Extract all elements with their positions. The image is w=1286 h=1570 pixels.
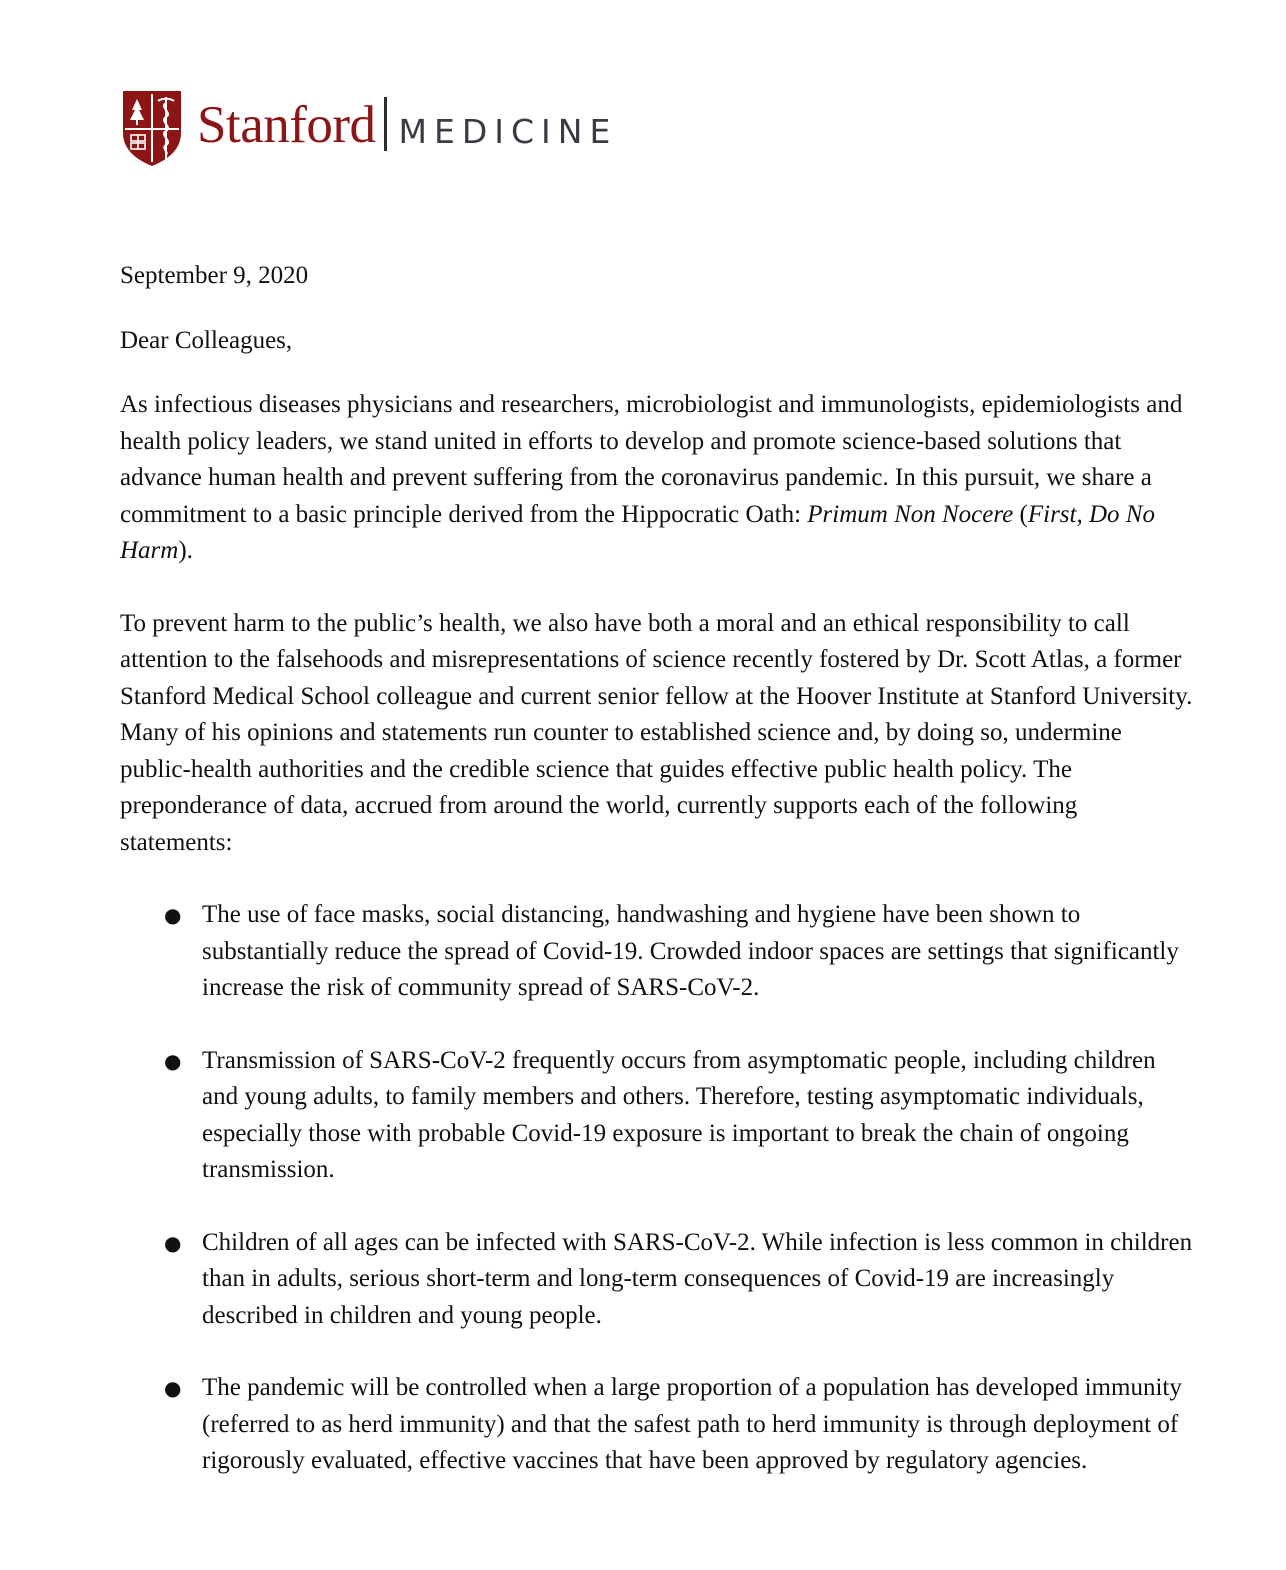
statement-text: Transmission of SARS-CoV-2 frequently occurs from asymptomatic people, including children and young adults, to family members and others. Therefore, testing asymptomatic individuals, especially those with probable Covid-19 exposure is important to break the chain of ongoing transmission. (202, 1046, 1156, 1183)
statement-text: The pandemic will be controlled when a large proportion of a population has developed immunity (referred to as herd immunity) and that the safest path to herd immunity is through deployment of rigorously evaluated, effective vaccines that have been approved by regulatory agencies. (202, 1374, 1182, 1474)
bullet: ● (164, 1048, 182, 1073)
list-item (120, 1370, 1195, 1480)
bullet: ● (164, 1376, 182, 1400)
list-item (120, 1043, 1195, 1189)
paragraph-intro-text: As infectious diseases physicians and researchers, microbiologist and immunologists, epidemiologists and health policy leaders, we stand united in efforts to develop and promote science-based solutions that advance human health and prevent suffering from the coronavirus pandemic. In this pursuit, we share a commitment to a basic principle derived from the Hippocratic Oath: (120, 391, 1183, 528)
english-phrase: First, Do No Harm (120, 500, 1155, 564)
letter-body (120, 258, 1195, 1516)
salutation: Dear Colleagues, (120, 326, 293, 354)
statement-text: Children of all ages can be infected with SARS-CoV-2. While infection is less common in children than in adults, serious short-term and long-term consequences of Covid-19 are increasingly described in children and young people. (202, 1228, 1193, 1329)
brand-divider (384, 97, 387, 151)
latin-phrase: Primum Non Nocere (807, 500, 1014, 528)
paragraph-responsibility: To prevent harm to the public’s health, we also have both a moral and an ethical responsibility to call attention to the falsehoods and misrepresentations of science recently fostered by Dr. Scott Atlas, a former Stanford Medical School colleague and current senior fellow at the Hoover Institute at Stanford University. Many of his opinions and statements run counter to established science and, by doing so, undermine public-health authorities and the credible science that guides effective public health policy. The preponderance of data, accrued from around the world, currently supports each of the following statements: (120, 609, 1193, 856)
letterhead (121, 88, 617, 168)
statement-text: The use of face masks, social distancing, handwashing and hygiene have been shown to substantially reduce the spread of Covid-19. Crowded indoor spaces are settings that significantly increase the risk of community spread of SARS-CoV-2. (202, 901, 1179, 1001)
letter-date: September 9, 2020 (120, 262, 309, 289)
list-item (120, 897, 1195, 1007)
paragraph-intro (120, 387, 1195, 570)
bullet: ● (164, 903, 182, 927)
brand-name: Stanford (197, 95, 376, 154)
paren-close: ). (178, 537, 193, 564)
paren-open: ( (1013, 500, 1028, 528)
statements-list (120, 897, 1195, 1480)
brand-subtitle: MEDICINE (398, 111, 618, 151)
stanford-medicine-shield-icon (121, 89, 183, 167)
bullet: ● (164, 1230, 182, 1255)
list-item (120, 1225, 1195, 1335)
